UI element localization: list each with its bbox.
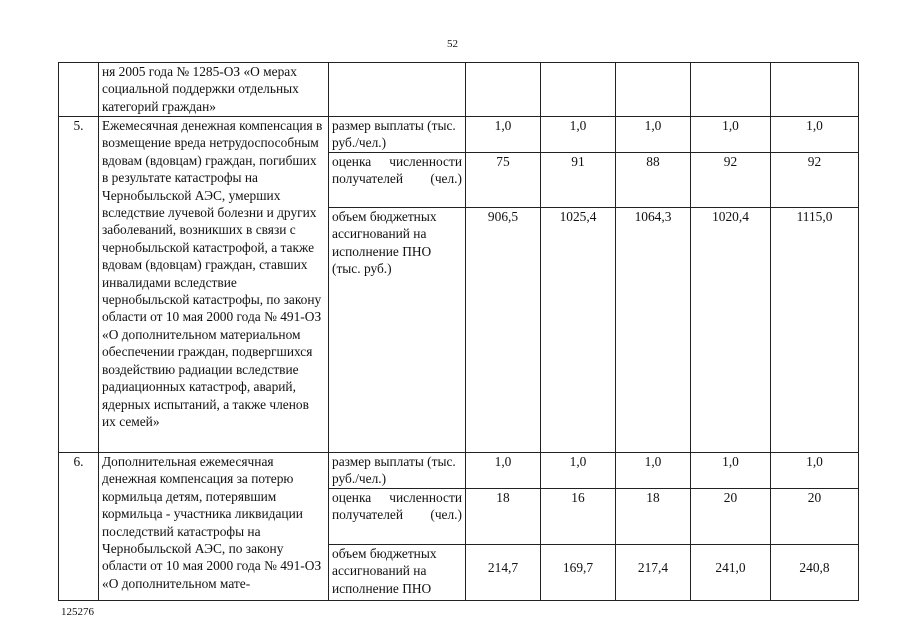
- table-row: [59, 453, 859, 489]
- program-table: [58, 62, 859, 601]
- measure-name-cell: Ежемесячная денежная компенсация в возмещение вреда нетрудоспособным вдовам (вдовцам) граждан, погибших в результате катастрофы на Чернобыльской АЭС, умерших вследствие лучевой болезни и других заболеваний, возникших в связи с чернобыльской катастрофой, а также вдовам (вдовцам) граждан, ставших инвалидами вследствие чернобыльской катастрофы, по закону области от 10 мая 2000 года № 491-ОЗ «О дополнительном материальном обеспечении граждан, подвергшихся воздействию радиации вследствие радиационных катастроф, аварий, ядерных испытаний, а также членов их семей»: [99, 117, 329, 453]
- indicator-cell: [329, 63, 466, 117]
- value-cell: 1115,0: [771, 208, 859, 453]
- value-cell: 92: [691, 153, 771, 208]
- value-cell: [541, 63, 616, 117]
- value-cell: 1,0: [616, 117, 691, 153]
- value-cell: 906,5: [466, 208, 541, 453]
- measure-name-cell: Дополнительная ежемесячная денежная компенсация за потерю кормильца детям, потерявшим кормильца - участника ликвидации последствий катастрофы на Чернобыльской АЭС, по закону области от 10 мая 2000 года № 491-ОЗ «О дополнительном мате-: [99, 453, 329, 601]
- value-cell: 1,0: [771, 117, 859, 153]
- value-cell: 214,7: [466, 545, 541, 601]
- value-cell: 1020,4: [691, 208, 771, 453]
- indicator-label: размер выплаты (тыс. руб./чел.): [329, 117, 466, 153]
- value-cell: 91: [541, 153, 616, 208]
- value-cell: 1,0: [541, 453, 616, 489]
- value-cell: 92: [771, 153, 859, 208]
- value-cell: 1,0: [466, 117, 541, 153]
- indicator-label: объем бюджетных ассигнований на исполнение ПНО (тыс. руб.): [329, 208, 466, 453]
- value-cell: 75: [466, 153, 541, 208]
- value-cell: 1,0: [691, 117, 771, 153]
- value-cell: 20: [771, 489, 859, 545]
- value-cell: 1,0: [691, 453, 771, 489]
- value-cell: 1064,3: [616, 208, 691, 453]
- value-cell: 1,0: [771, 453, 859, 489]
- value-cell: 240,8: [771, 545, 859, 601]
- value-cell: 18: [616, 489, 691, 545]
- indicator-label: оценка численности получателей (чел.): [329, 489, 466, 545]
- indicator-label: оценка численности получателей (чел.): [329, 153, 466, 208]
- indicator-label: объем бюджетных ассигнований на исполнение ПНО: [329, 545, 466, 601]
- measure-name-cell: ня 2005 года № 1285-ОЗ «О мерах социальной поддержки отдельных категорий граждан»: [99, 63, 329, 117]
- indicator-label: размер выплаты (тыс. руб./чел.): [329, 453, 466, 489]
- row-number-cell: [59, 63, 99, 117]
- row-number-cell: 6.: [59, 453, 99, 601]
- value-cell: 88: [616, 153, 691, 208]
- value-cell: 169,7: [541, 545, 616, 601]
- value-cell: 20: [691, 489, 771, 545]
- value-cell: [691, 63, 771, 117]
- table-row: [59, 63, 859, 117]
- value-cell: 18: [466, 489, 541, 545]
- table-row: [59, 117, 859, 153]
- value-cell: 241,0: [691, 545, 771, 601]
- value-cell: 1,0: [616, 453, 691, 489]
- value-cell: 1,0: [541, 117, 616, 153]
- value-cell: 217,4: [616, 545, 691, 601]
- value-cell: 16: [541, 489, 616, 545]
- value-cell: 1,0: [466, 453, 541, 489]
- value-cell: [616, 63, 691, 117]
- row-number-cell: 5.: [59, 117, 99, 453]
- value-cell: [466, 63, 541, 117]
- page-number: 52: [447, 38, 458, 50]
- document-code: 125276: [61, 606, 94, 618]
- value-cell: [771, 63, 859, 117]
- value-cell: 1025,4: [541, 208, 616, 453]
